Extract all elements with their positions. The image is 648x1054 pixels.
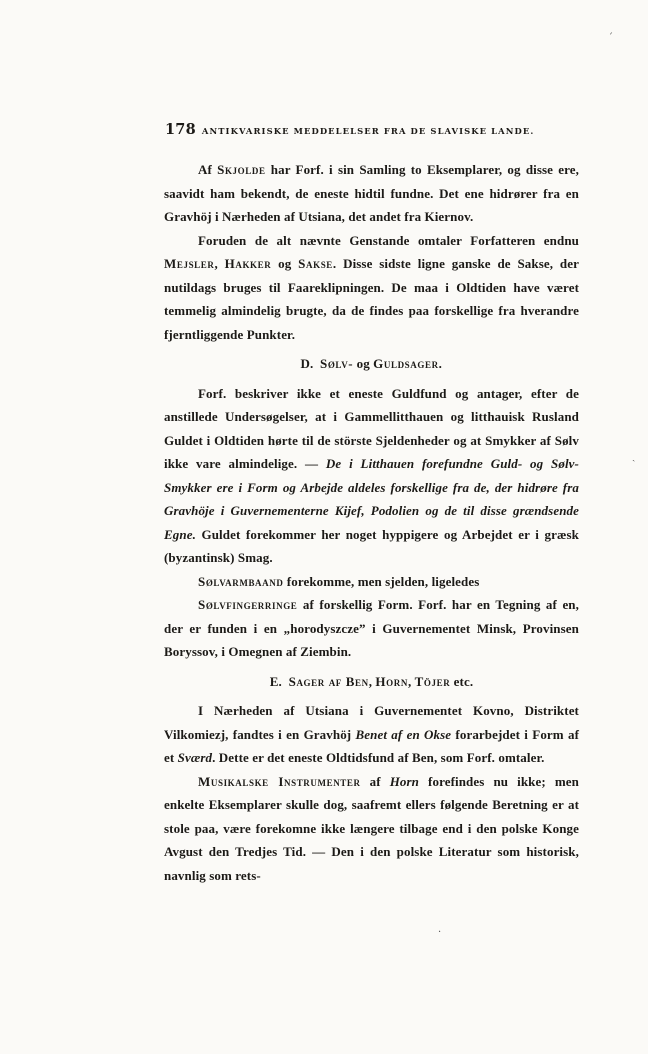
running-title: ANTIKVARISKE MEDDELELSER FRA DE SLAVISKE LANDE. xyxy=(201,126,535,136)
scan-speck: ˎ xyxy=(632,451,636,462)
page-header xyxy=(165,121,585,138)
text-run: forefindes nu ikke; men enkelte Eksemplarer skulle dog, saafremt ellers følgende Beretning er at stole paa, være forekomne ikke længere tilbage end i den polske Konge Avgust den Tredjes Tid. — Den i den polske Literatur som historisk, navnlig som rets- xyxy=(164,773,579,883)
heading-term: Sølv- xyxy=(320,356,354,371)
term-hakker: Hakker xyxy=(224,256,272,271)
heading-term: Guldsager. xyxy=(373,356,443,371)
section-heading-d xyxy=(164,352,579,376)
text-run: . Dette er det eneste Oldtidsfund af Ben, som Forf. omtaler. xyxy=(212,750,545,765)
text-run: forarbejdet i Form af et xyxy=(164,726,579,765)
scan-speck: · xyxy=(438,927,442,938)
paragraph-skjolde xyxy=(164,158,579,229)
heading-term: Töjer xyxy=(414,673,451,689)
emphasis-text: Sværd xyxy=(177,750,213,765)
paragraph-instruments xyxy=(164,770,579,888)
paragraph-tools xyxy=(164,229,579,347)
paragraph-rings xyxy=(164,593,579,664)
text-run: , xyxy=(214,256,225,271)
section-letter: E. xyxy=(269,673,282,689)
paragraph-bone xyxy=(164,699,579,770)
emphasis-text: Horn xyxy=(389,773,420,789)
text-run: og xyxy=(271,256,299,271)
text-run: Foruden de alt nævnte Genstande omtaler Forfatteren endnu xyxy=(198,232,579,248)
text-run: af xyxy=(360,773,390,789)
term-solvarmbaand: Sølvarmbaand xyxy=(198,573,284,589)
term-mejsler: Mejsler xyxy=(164,256,215,271)
page-number: 178 xyxy=(165,121,196,138)
text-run: og xyxy=(353,356,374,371)
text-run: etc. xyxy=(450,673,474,689)
text-run: har Forf. i sin Samling to Eksemplarer, og disse ere, saavidt ham bekendt, de eneste hidtil fundne. Det ene hidrører fra en Gravhöj i Nærheden af Utsiana, det andet fra Kiernov. xyxy=(164,162,579,224)
section-letter: D. xyxy=(300,356,314,371)
paragraph-armbands xyxy=(164,570,579,594)
scan-speck: ´ xyxy=(608,33,613,44)
text-run: , xyxy=(407,673,415,689)
text-run: . Disse sidste ligne ganske de Sakse, der nutildags bruges til Faareklipningen. De maa i Oldtiden have været temmelig almindelig brugte, da de findes paa forskellige fra hverandre fjerntliggende Punkter. xyxy=(164,256,579,342)
text-run: Guldet forekommer her noget hyppigere og Arbejdet er i græsk (byzantinsk) Smag. xyxy=(164,526,579,565)
term-solvfingerringe: Sølvfingerringe xyxy=(198,597,298,612)
text-run: Af xyxy=(198,162,218,177)
term-musikalske-instrumenter: Musikalske Instrumenter xyxy=(198,773,361,789)
text-run: I Nærheden af Utsiana i Guvernementet Kovno, Distriktet Vilkomiezj, fandtes i en Gravhöj xyxy=(164,703,579,742)
body-text xyxy=(164,158,579,887)
term-sakse: Sakse xyxy=(298,256,333,271)
emphasis-text: Benet af en Okse xyxy=(355,726,452,742)
text-run: , xyxy=(368,673,376,689)
text-run: Forf. beskriver ikke et eneste Guldfund og antager, efter de anstillede Undersøgelser, at i Gammellitthauen og litthauisk Rusland Guldet i Oldtiden hørte til de störste Sjeldenheder og at Smykker af Sølv ikke vare almindelige. — xyxy=(164,385,579,471)
paragraph-gold-silver xyxy=(164,382,579,570)
text-run: forekomme, men sjelden, ligeledes xyxy=(283,573,480,589)
heading-term: Horn xyxy=(375,673,408,689)
section-heading-e xyxy=(164,670,579,694)
emphasis-text: De i Litthauen forefundne Guld- og Sølv-Smykker ere i Form og Arbejde aldeles forskellige fra de, der hidrøre fra Gravhöje i Guvernementerne Kijef, Podolien og de til disse grændsende Egne. xyxy=(164,456,579,542)
term-skjolde: Skjolde xyxy=(217,162,266,177)
heading-term: Sager af Ben xyxy=(288,673,369,689)
text-run: af forskellig Form. Forf. har en Tegning af en, der er funden i en „horodyszcze” i Guvernementet Minsk, Provinsen Boryssov, i Omegnen af Ziembin. xyxy=(164,597,579,659)
